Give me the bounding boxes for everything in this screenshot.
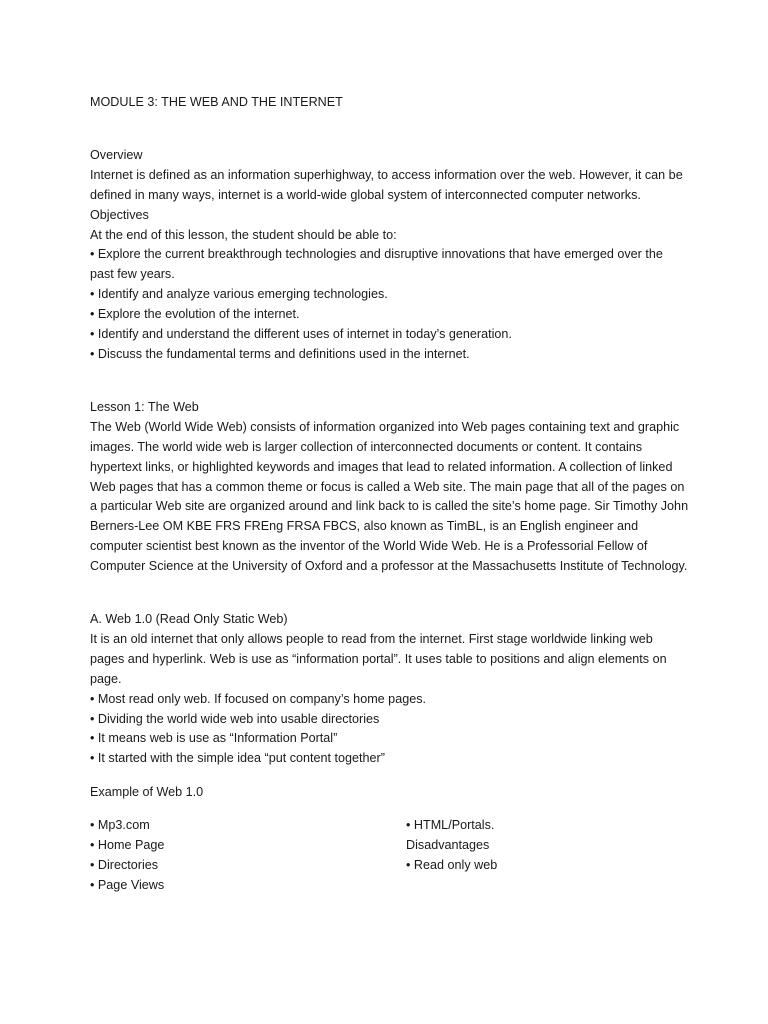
objective-item: • Explore the evolution of the internet. <box>90 307 300 322</box>
objectives-intro: At the end of this lesson, the student should be able to: <box>90 227 397 242</box>
spacer <box>90 577 690 610</box>
example-item: • Home Page <box>90 838 165 853</box>
overview-heading: Overview <box>90 147 143 162</box>
spacer <box>90 769 690 783</box>
example-item: • HTML/Portals. <box>406 818 495 833</box>
web10-example-heading: Example of Web 1.0 <box>90 785 204 800</box>
objective-item: • Explore the current breakthrough technologies and disruptive innovations that have emerged over the past few years. <box>90 247 663 282</box>
example-item: • Mp3.com <box>90 818 150 833</box>
spacer <box>90 365 690 398</box>
objective-item: • Discuss the fundamental terms and definitions used in the internet. <box>90 346 470 361</box>
disadvantages-heading: Disadvantages <box>406 838 490 853</box>
lesson1-heading: Lesson 1: The Web <box>90 399 199 414</box>
examples-left-column <box>90 816 380 896</box>
web10-text: It is an old internet that only allows people to read from the internet. First stage worldwide linking web pages and hyperlink. Web is use as “information portal”. It uses table to positions and align elements on page. <box>90 631 667 686</box>
example-item: • Page Views <box>90 877 165 892</box>
examples-columns <box>90 816 690 906</box>
lesson1-text: The Web (World Wide Web) consists of information organized into Web pages containing text and graphic images. The world wide web is larger collection of interconnected documents or content. It contains hypertext links, or highlighted keywords and images that lead to related information. A collection of linked Web pages that has a common theme or focus is called a Web site. The main page that all of the pages on a particular Web site are organized around and link back to is called the site’s home page. Sir Timothy John Berners-Lee OM KBE FRS FREng FRSA FBCS, also known as TimBL, is an English engineer and computer scientist best known as the inventor of the World Wide Web. He is a Professorial Fellow of Computer Science at the University of Oxford and a professor at the Massachusetts Institute of Technology. <box>90 419 689 574</box>
web10-heading: A. Web 1.0 (Read Only Static Web) <box>90 612 288 627</box>
document-body <box>90 93 690 906</box>
overview-text: Internet is defined as an information superhighway, to access information over the web. However, it can be defined in many ways, internet is a world-wide global system of interconnected computer networks. <box>90 167 683 202</box>
objective-item: • Identify and analyze various emerging technologies. <box>90 287 388 302</box>
disadvantage-item: • Read only web <box>406 858 498 872</box>
objective-item: • Identify and understand the different uses of internet in today’s generation. <box>90 327 512 342</box>
web10-item: • It means web is use as “Information Portal” <box>90 731 338 746</box>
web10-item: • Most read only web. If focused on company’s home pages. <box>90 691 426 706</box>
example-item: • Directories <box>90 858 159 872</box>
spacer <box>90 803 690 816</box>
module-title: MODULE 3: THE WEB AND THE INTERNET <box>90 95 343 109</box>
objectives-heading: Objectives <box>90 207 149 222</box>
examples-right-column <box>406 816 696 876</box>
web10-item: • Dividing the world wide web into usable directories <box>90 711 380 726</box>
spacer <box>90 113 690 146</box>
web10-item: • It started with the simple idea “put content together” <box>90 751 385 766</box>
